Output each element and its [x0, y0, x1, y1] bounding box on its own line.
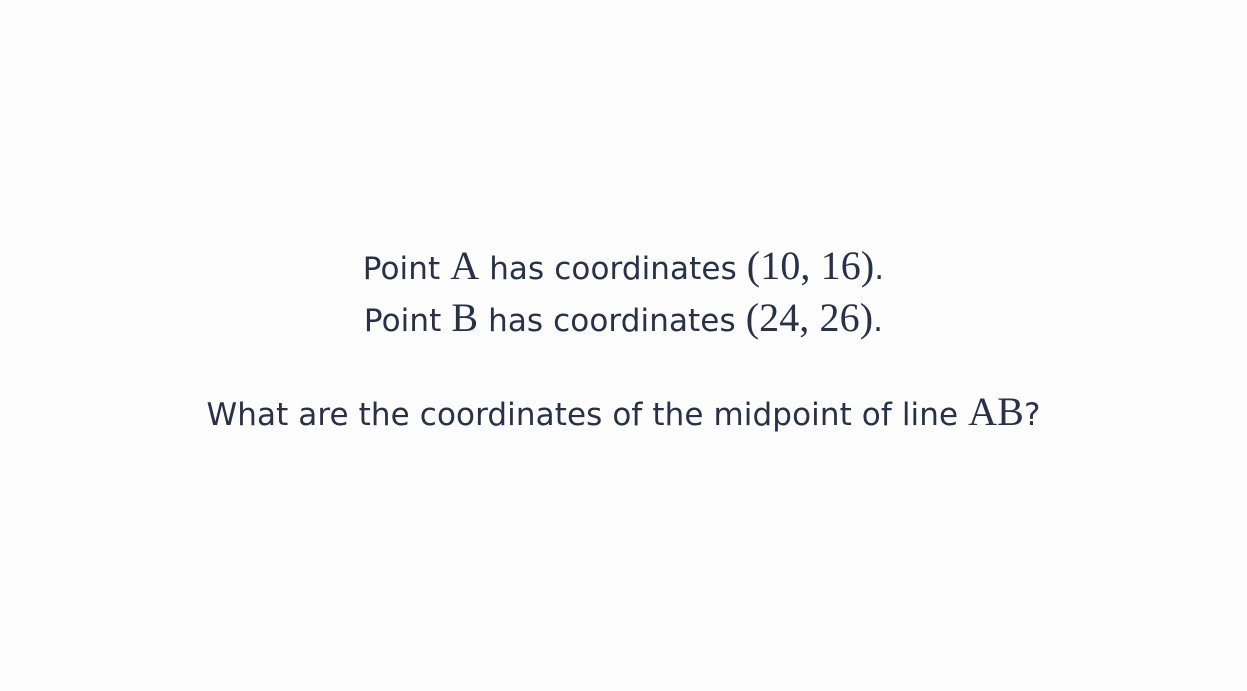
- point-a-label: A: [450, 243, 480, 288]
- point-a-period: .: [874, 251, 885, 287]
- midpoint-question: [0, 389, 1247, 434]
- point-a-statement: [0, 243, 1247, 288]
- point-a-middle-text: has coordinates: [489, 251, 737, 287]
- question-text: What are the coordinates of the midpoint of line: [206, 397, 959, 433]
- point-b-statement: [0, 295, 1247, 340]
- point-a-prefix: Point: [362, 251, 441, 287]
- point-a-coordinates: (10, 16): [746, 243, 875, 288]
- point-b-middle-text: has coordinates: [488, 303, 736, 339]
- point-b-prefix: Point: [363, 303, 442, 339]
- question-mark: ?: [1023, 397, 1041, 433]
- point-b-period: .: [873, 303, 884, 339]
- point-b-coordinates: (24, 26): [745, 295, 874, 340]
- point-b-label: B: [451, 295, 479, 340]
- segment-label: AB: [968, 389, 1024, 434]
